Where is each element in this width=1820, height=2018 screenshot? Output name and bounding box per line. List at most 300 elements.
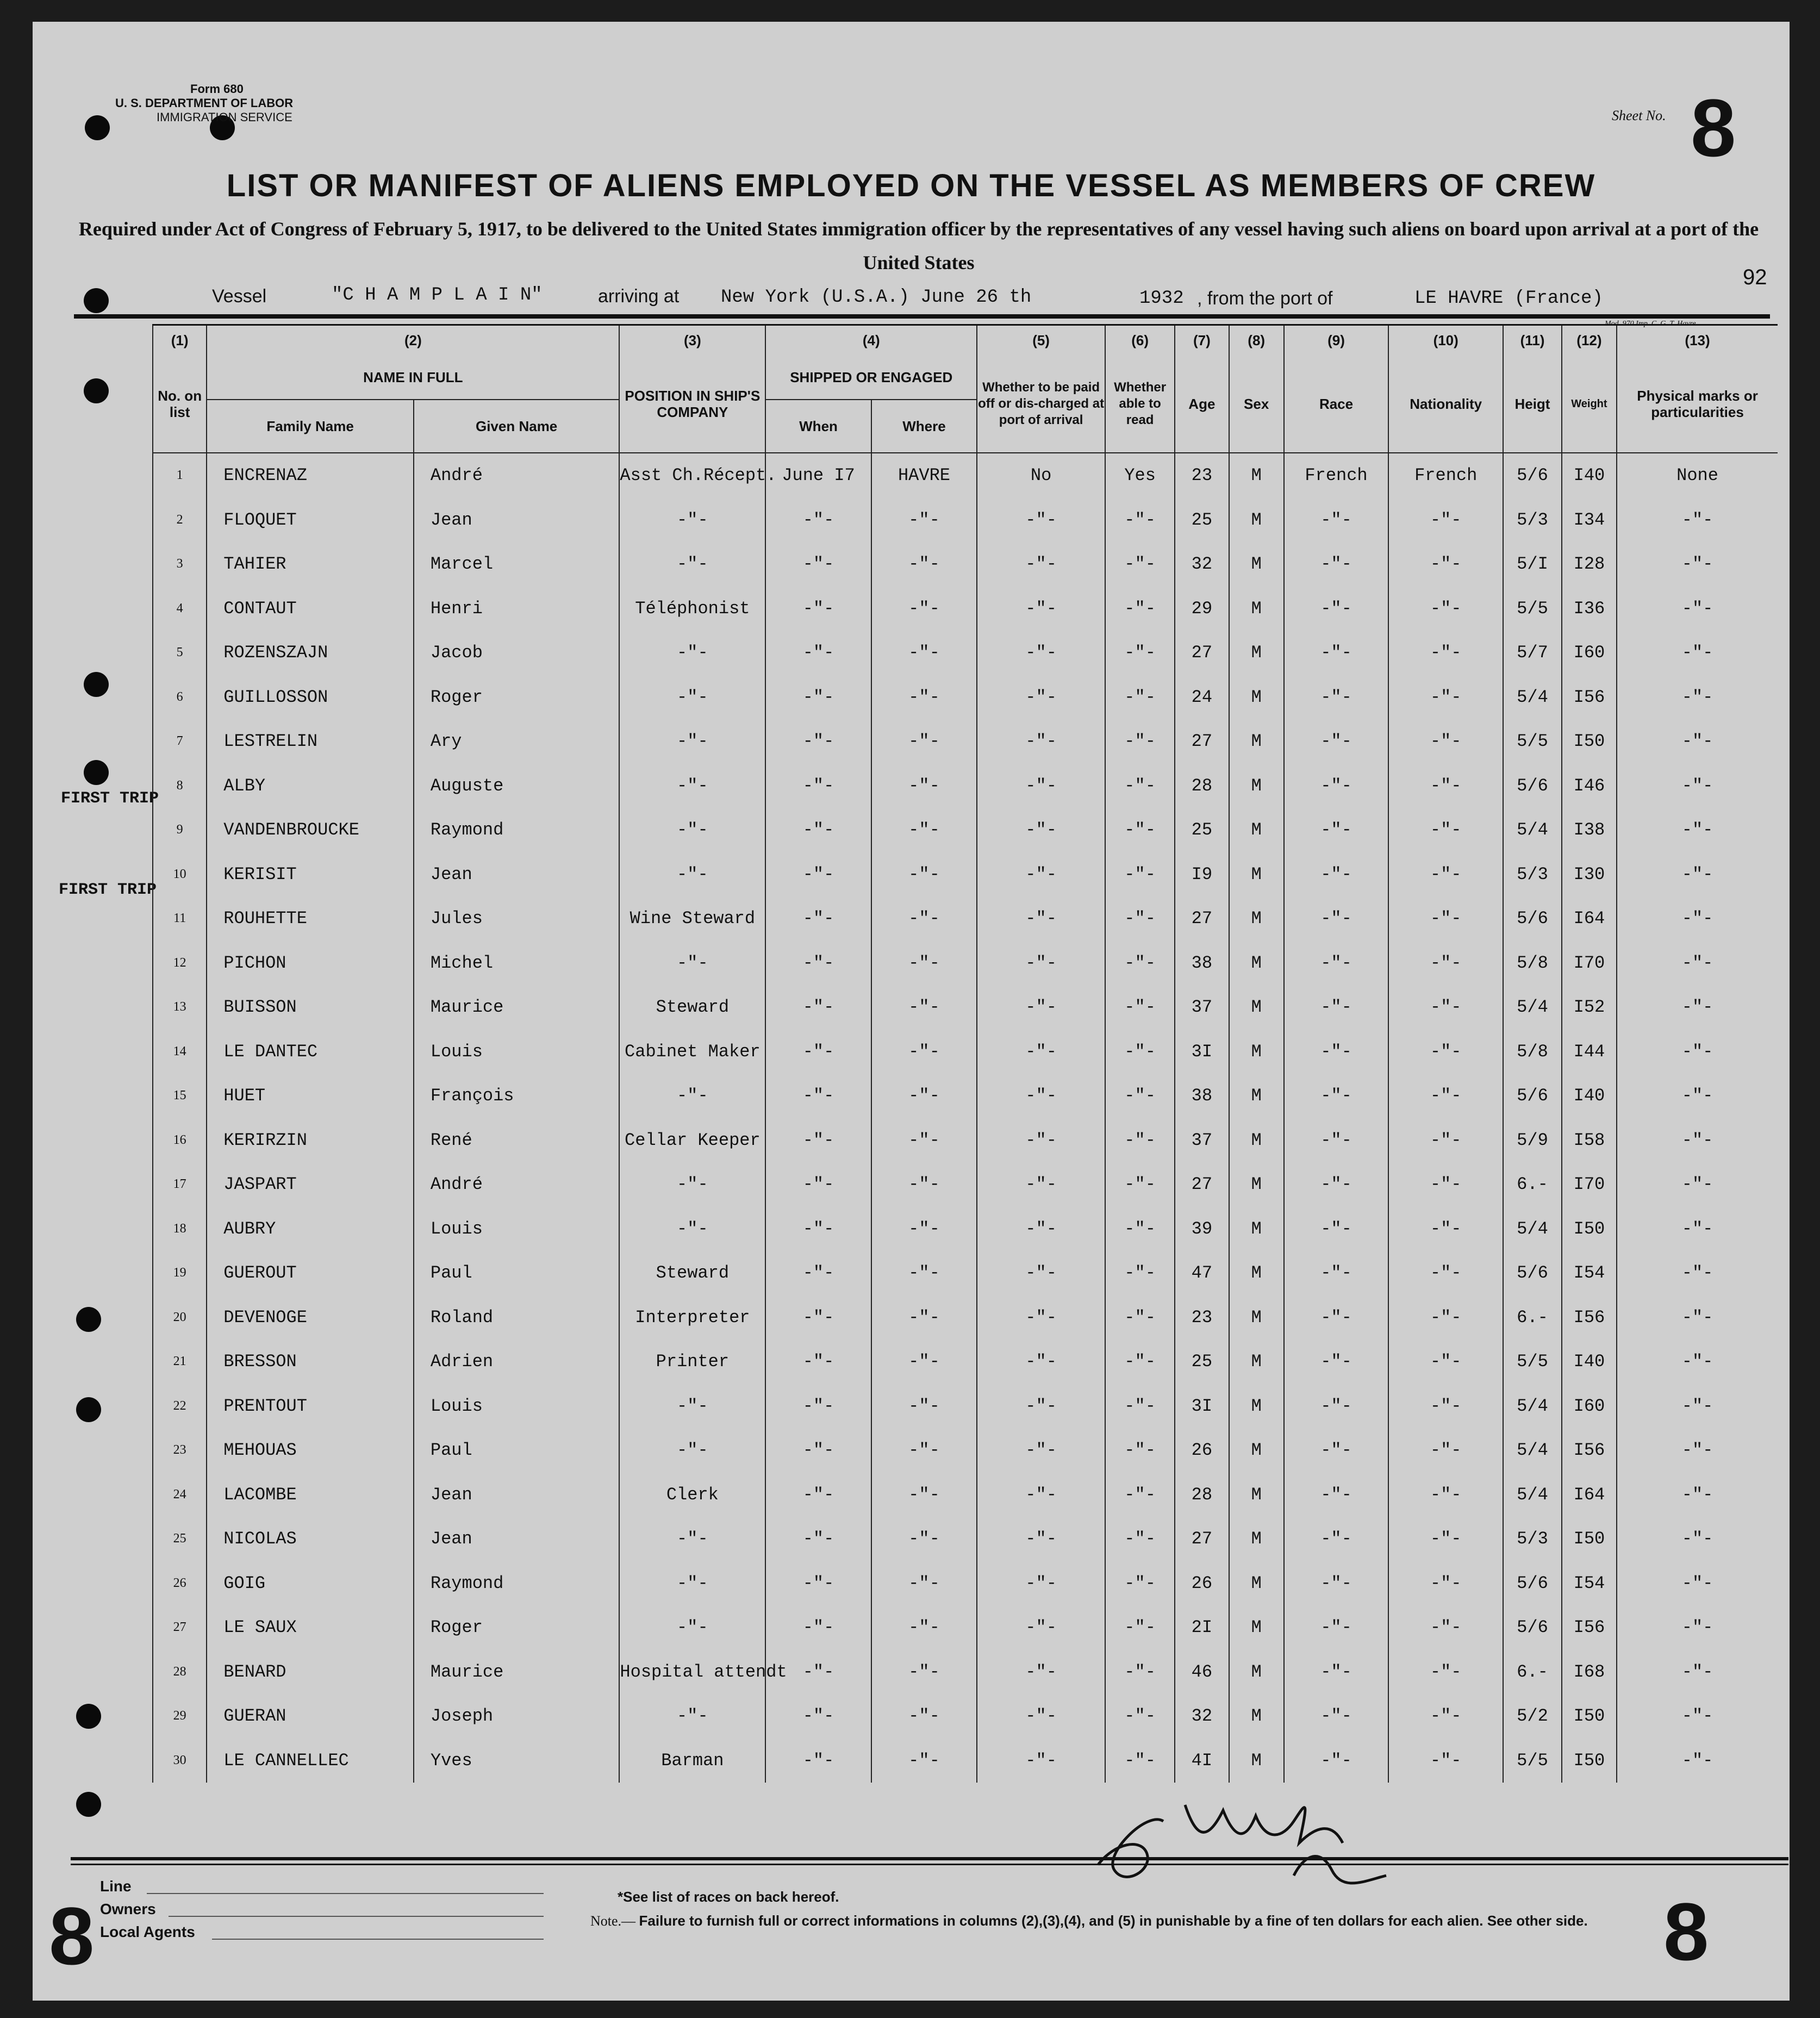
- table-row: [153, 1561, 1778, 1606]
- cell-race: -"-: [1284, 498, 1388, 543]
- cell-height: 5/8: [1503, 1030, 1562, 1074]
- table-row: [153, 631, 1778, 675]
- cell-age: 27: [1175, 719, 1229, 764]
- cell-age: 28: [1175, 764, 1229, 808]
- cell-race: -"-: [1284, 1295, 1388, 1340]
- cell-sex: M: [1229, 498, 1284, 543]
- cell-given: Yves: [414, 1739, 620, 1783]
- cell-given: Jean: [414, 1517, 620, 1561]
- cell-sex: M: [1229, 1295, 1284, 1340]
- cell-read: -"-: [1105, 1251, 1175, 1295]
- cell-family: MEHOUAS: [207, 1428, 414, 1473]
- cell-paid: -"-: [977, 1605, 1105, 1650]
- cell-race: -"-: [1284, 631, 1388, 675]
- cell-no: 20: [153, 1295, 207, 1340]
- cell-read: -"-: [1105, 675, 1175, 720]
- cell-nationality: -"-: [1388, 631, 1503, 675]
- col-height-header: Heigt: [1503, 356, 1562, 453]
- cell-race: -"-: [1284, 1739, 1388, 1783]
- cell-position: -"-: [619, 764, 765, 808]
- cell-no: 11: [153, 896, 207, 941]
- cell-position: -"-: [619, 1162, 765, 1207]
- cell-marks: -"-: [1617, 764, 1778, 808]
- cell-family: BRESSON: [207, 1340, 414, 1384]
- cell-marks: -"-: [1617, 1384, 1778, 1429]
- cell-given: André: [414, 453, 620, 498]
- col-weight-header: Weight: [1562, 356, 1617, 453]
- cell-given: Adrien: [414, 1340, 620, 1384]
- cell-given: Ary: [414, 719, 620, 764]
- agents-underline: [212, 1939, 544, 1940]
- cell-weight: I50: [1562, 1739, 1617, 1783]
- cell-given: Auguste: [414, 764, 620, 808]
- cell-paid: -"-: [977, 941, 1105, 986]
- cell-family: CONTAUT: [207, 587, 414, 631]
- cell-marks: -"-: [1617, 1739, 1778, 1783]
- cell-sex: M: [1229, 587, 1284, 631]
- cell-read: -"-: [1105, 1473, 1175, 1517]
- cell-no: 18: [153, 1207, 207, 1251]
- cell-paid: -"-: [977, 1561, 1105, 1606]
- cell-position: -"-: [619, 941, 765, 986]
- cell-weight: I50: [1562, 1694, 1617, 1739]
- cell-given: Raymond: [414, 808, 620, 852]
- cell-given: François: [414, 1074, 620, 1118]
- cell-family: GUEROUT: [207, 1251, 414, 1295]
- punch-hole: [84, 288, 109, 313]
- table-bottom-rule: [71, 1857, 1788, 1860]
- cell-height: 5/4: [1503, 1207, 1562, 1251]
- cell-position: -"-: [619, 1384, 765, 1429]
- punch-hole: [85, 115, 110, 140]
- cell-when: -"-: [765, 852, 871, 897]
- cell-read: -"-: [1105, 1517, 1175, 1561]
- arrival-year: 1932: [1139, 288, 1184, 309]
- cell-sex: M: [1229, 1473, 1284, 1517]
- cell-read: -"-: [1105, 1295, 1175, 1340]
- cell-read: -"-: [1105, 1340, 1175, 1384]
- first-trip-note: FIRST TRIP: [59, 881, 157, 899]
- cell-position: -"-: [619, 542, 765, 587]
- cell-race: -"-: [1284, 985, 1388, 1030]
- cell-position: -"-: [619, 1561, 765, 1606]
- cell-race: -"-: [1284, 808, 1388, 852]
- cell-sex: M: [1229, 852, 1284, 897]
- cell-where: -"-: [871, 1162, 977, 1207]
- cell-marks: -"-: [1617, 1118, 1778, 1163]
- cell-family: DEVENOGE: [207, 1295, 414, 1340]
- cell-paid: -"-: [977, 1207, 1105, 1251]
- cell-weight: I68: [1562, 1650, 1617, 1695]
- cell-age: 27: [1175, 631, 1229, 675]
- cell-when: -"-: [765, 1517, 871, 1561]
- cell-no: 26: [153, 1561, 207, 1606]
- table-row: [153, 764, 1778, 808]
- col-family-header: Family Name: [207, 400, 414, 453]
- cell-nationality: -"-: [1388, 1118, 1503, 1163]
- cell-race: -"-: [1284, 896, 1388, 941]
- cell-family: NICOLAS: [207, 1517, 414, 1561]
- cell-no: 3: [153, 542, 207, 587]
- cell-when: -"-: [765, 719, 871, 764]
- table-row: [153, 1428, 1778, 1473]
- note-text: Failure to furnish full or correct informations in columns (2),(3),(4), and (5) in punishable by a fine of ten dollars for each alien. See other side.: [639, 1913, 1588, 1929]
- sheet-mark-left: 8: [49, 1890, 95, 1982]
- cell-no: 25: [153, 1517, 207, 1561]
- cell-marks: -"-: [1617, 1295, 1778, 1340]
- cell-given: André: [414, 1162, 620, 1207]
- cell-when: -"-: [765, 1739, 871, 1783]
- table-row: [153, 719, 1778, 764]
- cell-given: Joseph: [414, 1694, 620, 1739]
- cell-no: 8: [153, 764, 207, 808]
- owners-underline: [169, 1916, 544, 1917]
- cell-race: French: [1284, 453, 1388, 498]
- cell-nationality: -"-: [1388, 1517, 1503, 1561]
- cell-race: -"-: [1284, 1428, 1388, 1473]
- cell-where: -"-: [871, 542, 977, 587]
- cell-when: -"-: [765, 941, 871, 986]
- cell-nationality: -"-: [1388, 941, 1503, 986]
- cell-weight: I50: [1562, 1207, 1617, 1251]
- cell-marks: -"-: [1617, 542, 1778, 587]
- cell-race: -"-: [1284, 1162, 1388, 1207]
- cell-position: Interpreter: [619, 1295, 765, 1340]
- cell-nationality: -"-: [1388, 985, 1503, 1030]
- cell-family: TAHIER: [207, 542, 414, 587]
- cell-race: -"-: [1284, 1650, 1388, 1695]
- col-name-header: NAME IN FULL: [207, 356, 619, 400]
- cell-sex: M: [1229, 675, 1284, 720]
- cell-no: 17: [153, 1162, 207, 1207]
- cell-where: -"-: [871, 941, 977, 986]
- cell-nationality: -"-: [1388, 498, 1503, 543]
- cell-height: 5/4: [1503, 985, 1562, 1030]
- cell-no: 9: [153, 808, 207, 852]
- sheet-mark-right: 8: [1663, 1886, 1709, 1977]
- cell-position: -"-: [619, 1207, 765, 1251]
- cell-marks: -"-: [1617, 1517, 1778, 1561]
- table-row: [153, 1517, 1778, 1561]
- cell-sex: M: [1229, 1118, 1284, 1163]
- cell-paid: -"-: [977, 1162, 1105, 1207]
- cell-given: Jacob: [414, 631, 620, 675]
- cell-sex: M: [1229, 985, 1284, 1030]
- cell-paid: -"-: [977, 985, 1105, 1030]
- cell-read: -"-: [1105, 764, 1175, 808]
- table-row: [153, 1030, 1778, 1074]
- cell-marks: -"-: [1617, 1650, 1778, 1695]
- cell-age: 39: [1175, 1207, 1229, 1251]
- col-num-5: (5): [977, 325, 1105, 356]
- cell-marks: -"-: [1617, 1428, 1778, 1473]
- cell-marks: -"-: [1617, 852, 1778, 897]
- punch-hole: [84, 672, 109, 697]
- cell-race: -"-: [1284, 1473, 1388, 1517]
- cell-where: -"-: [871, 896, 977, 941]
- cell-when: -"-: [765, 1694, 871, 1739]
- line-label: Line: [100, 1878, 132, 1895]
- col-age-header: Age: [1175, 356, 1229, 453]
- cell-where: -"-: [871, 985, 977, 1030]
- cell-age: 23: [1175, 453, 1229, 498]
- cell-marks: -"-: [1617, 719, 1778, 764]
- cell-no: 29: [153, 1694, 207, 1739]
- cell-when: -"-: [765, 1295, 871, 1340]
- table-row: [153, 1739, 1778, 1783]
- cell-when: -"-: [765, 1118, 871, 1163]
- cell-age: 38: [1175, 1074, 1229, 1118]
- cell-read: -"-: [1105, 1207, 1175, 1251]
- cell-age: 27: [1175, 1162, 1229, 1207]
- cell-nationality: -"-: [1388, 542, 1503, 587]
- vessel-name: "C H A M P L A I N": [332, 285, 543, 306]
- cell-no: 30: [153, 1739, 207, 1783]
- cell-paid: -"-: [977, 1384, 1105, 1429]
- cell-where: HAVRE: [871, 453, 977, 498]
- cell-marks: -"-: [1617, 1162, 1778, 1207]
- table-row: [153, 852, 1778, 897]
- cell-read: -"-: [1105, 1384, 1175, 1429]
- cell-where: -"-: [871, 1118, 977, 1163]
- cell-weight: I58: [1562, 1118, 1617, 1163]
- cell-when: -"-: [765, 1251, 871, 1295]
- cell-nationality: -"-: [1388, 1561, 1503, 1606]
- cell-where: -"-: [871, 587, 977, 631]
- cell-given: Jules: [414, 896, 620, 941]
- cell-height: 6.-: [1503, 1162, 1562, 1207]
- cell-marks: -"-: [1617, 1207, 1778, 1251]
- cell-sex: M: [1229, 1694, 1284, 1739]
- cell-family: VANDENBROUCKE: [207, 808, 414, 852]
- table-row: [153, 808, 1778, 852]
- cell-position: -"-: [619, 719, 765, 764]
- note-label: Note.—: [590, 1913, 636, 1929]
- cell-position: Clerk: [619, 1473, 765, 1517]
- cell-paid: -"-: [977, 1340, 1105, 1384]
- cell-no: 24: [153, 1473, 207, 1517]
- cell-where: -"-: [871, 1074, 977, 1118]
- cell-sex: M: [1229, 719, 1284, 764]
- cell-age: 47: [1175, 1251, 1229, 1295]
- cell-marks: -"-: [1617, 1030, 1778, 1074]
- cell-nationality: -"-: [1388, 1162, 1503, 1207]
- cell-age: 26: [1175, 1561, 1229, 1606]
- cell-marks: -"-: [1617, 1251, 1778, 1295]
- table-row: [153, 1605, 1778, 1650]
- vessel-label: Vessel: [212, 286, 267, 307]
- cell-given: Paul: [414, 1428, 620, 1473]
- cell-sex: M: [1229, 1428, 1284, 1473]
- page-number: 92: [1743, 265, 1767, 289]
- cell-where: -"-: [871, 1251, 977, 1295]
- cell-paid: -"-: [977, 675, 1105, 720]
- cell-race: -"-: [1284, 1207, 1388, 1251]
- departure-port: LE HAVRE (France): [1414, 288, 1603, 309]
- arriving-label: arriving at: [598, 286, 680, 307]
- cell-no: 23: [153, 1428, 207, 1473]
- cell-position: -"-: [619, 808, 765, 852]
- table-row: [153, 1074, 1778, 1118]
- cell-marks: -"-: [1617, 941, 1778, 986]
- cell-sex: M: [1229, 808, 1284, 852]
- cell-read: -"-: [1105, 1428, 1175, 1473]
- cell-paid: -"-: [977, 1694, 1105, 1739]
- arriving-value: New York (U.S.A.) June 26 th: [721, 287, 1032, 308]
- cell-height: 5/3: [1503, 498, 1562, 543]
- cell-height: 5/6: [1503, 764, 1562, 808]
- cell-family: KERISIT: [207, 852, 414, 897]
- cell-paid: No: [977, 453, 1105, 498]
- form-department: U. S. DEPARTMENT OF LABOR: [115, 96, 294, 110]
- cell-position: -"-: [619, 1074, 765, 1118]
- cell-no: 22: [153, 1384, 207, 1429]
- cell-where: -"-: [871, 1739, 977, 1783]
- cell-nationality: -"-: [1388, 1074, 1503, 1118]
- cell-when: -"-: [765, 1340, 871, 1384]
- cell-given: Paul: [414, 1251, 620, 1295]
- cell-height: 5/6: [1503, 1251, 1562, 1295]
- cell-read: -"-: [1105, 1561, 1175, 1606]
- cell-where: -"-: [871, 719, 977, 764]
- cell-age: 27: [1175, 1517, 1229, 1561]
- cell-height: 5/7: [1503, 631, 1562, 675]
- footer-rule: [71, 1864, 1788, 1865]
- cell-when: -"-: [765, 631, 871, 675]
- manifest-page: [33, 22, 1790, 2001]
- cell-age: I9: [1175, 852, 1229, 897]
- cell-race: -"-: [1284, 764, 1388, 808]
- cell-weight: I56: [1562, 1605, 1617, 1650]
- cell-read: -"-: [1105, 1605, 1175, 1650]
- col-num-9: (9): [1284, 325, 1388, 356]
- cell-weight: I28: [1562, 542, 1617, 587]
- cell-paid: -"-: [977, 719, 1105, 764]
- cell-when: -"-: [765, 808, 871, 852]
- col-when-header: When: [765, 400, 871, 453]
- cell-age: 37: [1175, 985, 1229, 1030]
- cell-nationality: -"-: [1388, 1384, 1503, 1429]
- cell-read: -"-: [1105, 1074, 1175, 1118]
- cell-family: ENCRENAZ: [207, 453, 414, 498]
- cell-race: -"-: [1284, 1561, 1388, 1606]
- cell-paid: -"-: [977, 808, 1105, 852]
- cell-age: 46: [1175, 1650, 1229, 1695]
- cell-paid: -"-: [977, 1650, 1105, 1695]
- cell-height: 5/4: [1503, 1428, 1562, 1473]
- cell-read: -"-: [1105, 1162, 1175, 1207]
- cell-weight: I44: [1562, 1030, 1617, 1074]
- col-num-2: (2): [207, 325, 619, 356]
- cell-given: Roger: [414, 675, 620, 720]
- cell-read: -"-: [1105, 1739, 1175, 1783]
- col-sex-header: Sex: [1229, 356, 1284, 453]
- cell-height: 5/3: [1503, 1517, 1562, 1561]
- cell-when: -"-: [765, 498, 871, 543]
- cell-read: -"-: [1105, 941, 1175, 986]
- cell-nationality: -"-: [1388, 1605, 1503, 1650]
- table-row: [153, 1650, 1778, 1695]
- cell-sex: M: [1229, 1517, 1284, 1561]
- cell-read: -"-: [1105, 896, 1175, 941]
- cell-marks: -"-: [1617, 587, 1778, 631]
- cell-weight: I46: [1562, 764, 1617, 808]
- cell-given: Marcel: [414, 542, 620, 587]
- cell-age: 4I: [1175, 1739, 1229, 1783]
- cell-nationality: -"-: [1388, 719, 1503, 764]
- cell-height: 5/5: [1503, 1340, 1562, 1384]
- cell-position: Steward: [619, 985, 765, 1030]
- cell-nationality: -"-: [1388, 1428, 1503, 1473]
- cell-family: LE CANNELLEC: [207, 1739, 414, 1783]
- cell-age: 25: [1175, 808, 1229, 852]
- cell-position: -"-: [619, 498, 765, 543]
- cell-family: PRENTOUT: [207, 1384, 414, 1429]
- cell-where: -"-: [871, 1650, 977, 1695]
- cell-height: 6.-: [1503, 1295, 1562, 1340]
- cell-race: -"-: [1284, 1384, 1388, 1429]
- cell-weight: I54: [1562, 1561, 1617, 1606]
- cell-no: 7: [153, 719, 207, 764]
- table-row: [153, 498, 1778, 543]
- cell-when: -"-: [765, 1428, 871, 1473]
- cell-height: 5/6: [1503, 453, 1562, 498]
- col-num-3: (3): [619, 325, 765, 356]
- cell-weight: I40: [1562, 1340, 1617, 1384]
- cell-age: 23: [1175, 1295, 1229, 1340]
- cell-sex: M: [1229, 1340, 1284, 1384]
- cell-height: 5/6: [1503, 1605, 1562, 1650]
- cell-given: Henri: [414, 587, 620, 631]
- table-row: [153, 542, 1778, 587]
- cell-nationality: -"-: [1388, 1739, 1503, 1783]
- col-no-header: No. on list: [153, 356, 207, 453]
- cell-marks: -"-: [1617, 1605, 1778, 1650]
- cell-position: Téléphonist: [619, 587, 765, 631]
- cell-height: 5/5: [1503, 1739, 1562, 1783]
- table-row: [153, 587, 1778, 631]
- cell-paid: -"-: [977, 852, 1105, 897]
- cell-height: 5/I: [1503, 542, 1562, 587]
- cell-no: 10: [153, 852, 207, 897]
- cell-family: ALBY: [207, 764, 414, 808]
- cell-sex: M: [1229, 896, 1284, 941]
- cell-paid: -"-: [977, 498, 1105, 543]
- cell-where: -"-: [871, 498, 977, 543]
- cell-marks: -"-: [1617, 1074, 1778, 1118]
- first-trip-note: FIRST TRIP: [61, 789, 159, 808]
- table-row: [153, 1207, 1778, 1251]
- cell-race: -"-: [1284, 1605, 1388, 1650]
- cell-paid: -"-: [977, 1074, 1105, 1118]
- cell-race: -"-: [1284, 1118, 1388, 1163]
- cell-paid: -"-: [977, 542, 1105, 587]
- cell-given: Jean: [414, 498, 620, 543]
- cell-family: AUBRY: [207, 1207, 414, 1251]
- cell-marks: -"-: [1617, 675, 1778, 720]
- cell-no: 2: [153, 498, 207, 543]
- cell-paid: -"-: [977, 764, 1105, 808]
- cell-family: LE DANTEC: [207, 1030, 414, 1074]
- cell-read: -"-: [1105, 852, 1175, 897]
- cell-no: 19: [153, 1251, 207, 1295]
- cell-family: BUISSON: [207, 985, 414, 1030]
- cell-family: LE SAUX: [207, 1605, 414, 1650]
- cell-height: 5/6: [1503, 896, 1562, 941]
- cell-height: 5/8: [1503, 941, 1562, 986]
- table-row: [153, 1384, 1778, 1429]
- cell-paid: -"-: [977, 587, 1105, 631]
